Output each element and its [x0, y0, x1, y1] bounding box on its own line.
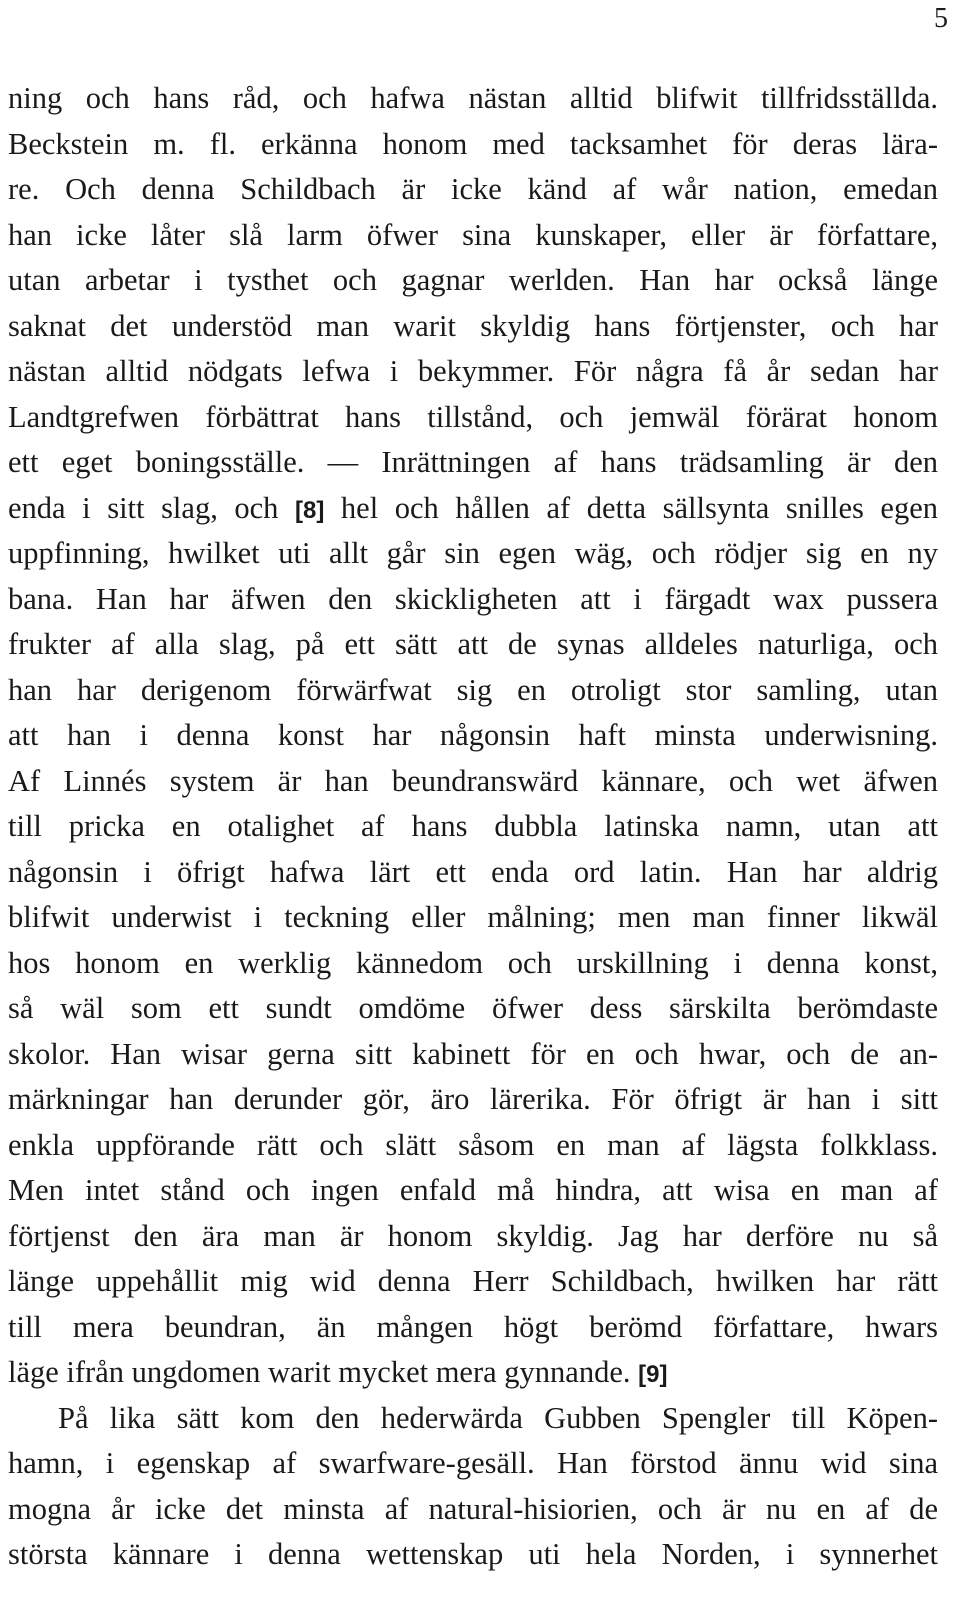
text-line: frukter af alla slag, på ett sätt att de synas alldeles naturliga, och: [8, 627, 938, 661]
text-line: nästan alltid nödgats lefwa i bekymmer. För några få år sedan har: [8, 354, 938, 388]
page-number: 5: [934, 3, 948, 34]
text-line: Af Linnés system är han beundranswärd kännare, och wet äfwen: [8, 763, 938, 798]
text-line: någonsin i öfrigt hafwa lärt ett enda ord latin. Han har aldrig: [8, 854, 938, 889]
text-line: ett eget boningsställe. — Inrättningen af hans trädsamling är den: [8, 445, 938, 479]
text-line: ning och hans råd, och hafwa nästan alltid blifwit tillfridsställda.: [8, 81, 938, 115]
text-line: skolor. Han wisar gerna sitt kabinett för en och hwar, och de an-: [8, 1036, 938, 1071]
text-line: blifwit underwist i teckning eller målning; men man finner likwäl: [8, 900, 938, 934]
text-line: han har derigenom förwärfwat sig en otroligt stor samling, utan: [8, 672, 938, 707]
text-line: uppfinning, hwilket uti allt går sin egen wäg, och rödjer sig en ny: [8, 536, 938, 570]
text-line: Beckstein m. fl. erkänna honom med tacksamhet för deras lära-: [8, 126, 938, 161]
text-line: förtjenst den ära man är honom skyldig. Jag har derföre nu så: [8, 1218, 938, 1253]
text-line: märkningar han derunder gör, äro lärerika. För öfrigt är han i sitt: [8, 1082, 938, 1116]
page-marker: [9]: [638, 1361, 668, 1388]
text-line: till pricka en otalighet af hans dubbla latinska namn, utan att: [8, 809, 938, 843]
text-fragment: hel och hållen af detta sällsynta snilles egen: [324, 490, 938, 525]
text-line: [8, 486, 938, 532]
text-line: att han i denna konst har någonsin haft minsta underwisning.: [8, 718, 938, 752]
text-line: länge uppehållit mig wid denna Herr Schildbach, hwilken har rätt: [8, 1264, 938, 1298]
text-line: så wäl som ett sundt omdöme öfwer dess särskilta berömdaste: [8, 991, 938, 1025]
text-fragment: läge ifrån ungdomen warit mycket mera gynnande.: [8, 1355, 639, 1389]
text-line: [8, 1350, 938, 1396]
text-line: största kännare i denna wettenskap uti hela Norden, i synnerhet: [8, 1537, 938, 1571]
text-line: På lika sätt kom den hederwärda Gubben Spengler till Köpen-: [58, 1400, 938, 1435]
text-fragment: enda i sitt slag, och: [8, 490, 296, 525]
text-line: re. Och denna Schildbach är icke känd af wår nation, emedan: [8, 172, 938, 206]
body-text: [8, 76, 938, 1578]
text-line: utan arbetar i tysthet och gagnar werlden. Han har också länge: [8, 263, 938, 297]
text-line: enkla uppförande rätt och slätt såsom en man af lägsta folkklass.: [8, 1127, 938, 1162]
page-marker: [8]: [295, 496, 325, 524]
text-line: hos honom en werklig kännedom och urskillning i denna konst,: [8, 945, 938, 980]
text-line: saknat det understöd man warit skyldig hans förtjenster, och har: [8, 308, 938, 343]
text-line: han icke låter slå larm öfwer sina kunskaper, eller är författare,: [8, 217, 938, 252]
text-line: till mera beundran, än mången högt berömd författare, hwars: [8, 1309, 938, 1344]
text-line: Landtgrefwen förbättrat hans tillstånd, och jemwäl förärat honom: [8, 399, 938, 434]
text-line: mogna år icke det minsta af natural-hisiorien, och är nu en af de: [8, 1491, 938, 1526]
text-line: hamn, i egenskap af swarfware-gesäll. Han förstod ännu wid sina: [8, 1446, 938, 1480]
text-line: bana. Han har äfwen den skickligheten att i färgadt wax pussera: [8, 581, 938, 616]
text-line: Men intet stånd och ingen enfald må hindra, att wisa en man af: [8, 1173, 938, 1207]
